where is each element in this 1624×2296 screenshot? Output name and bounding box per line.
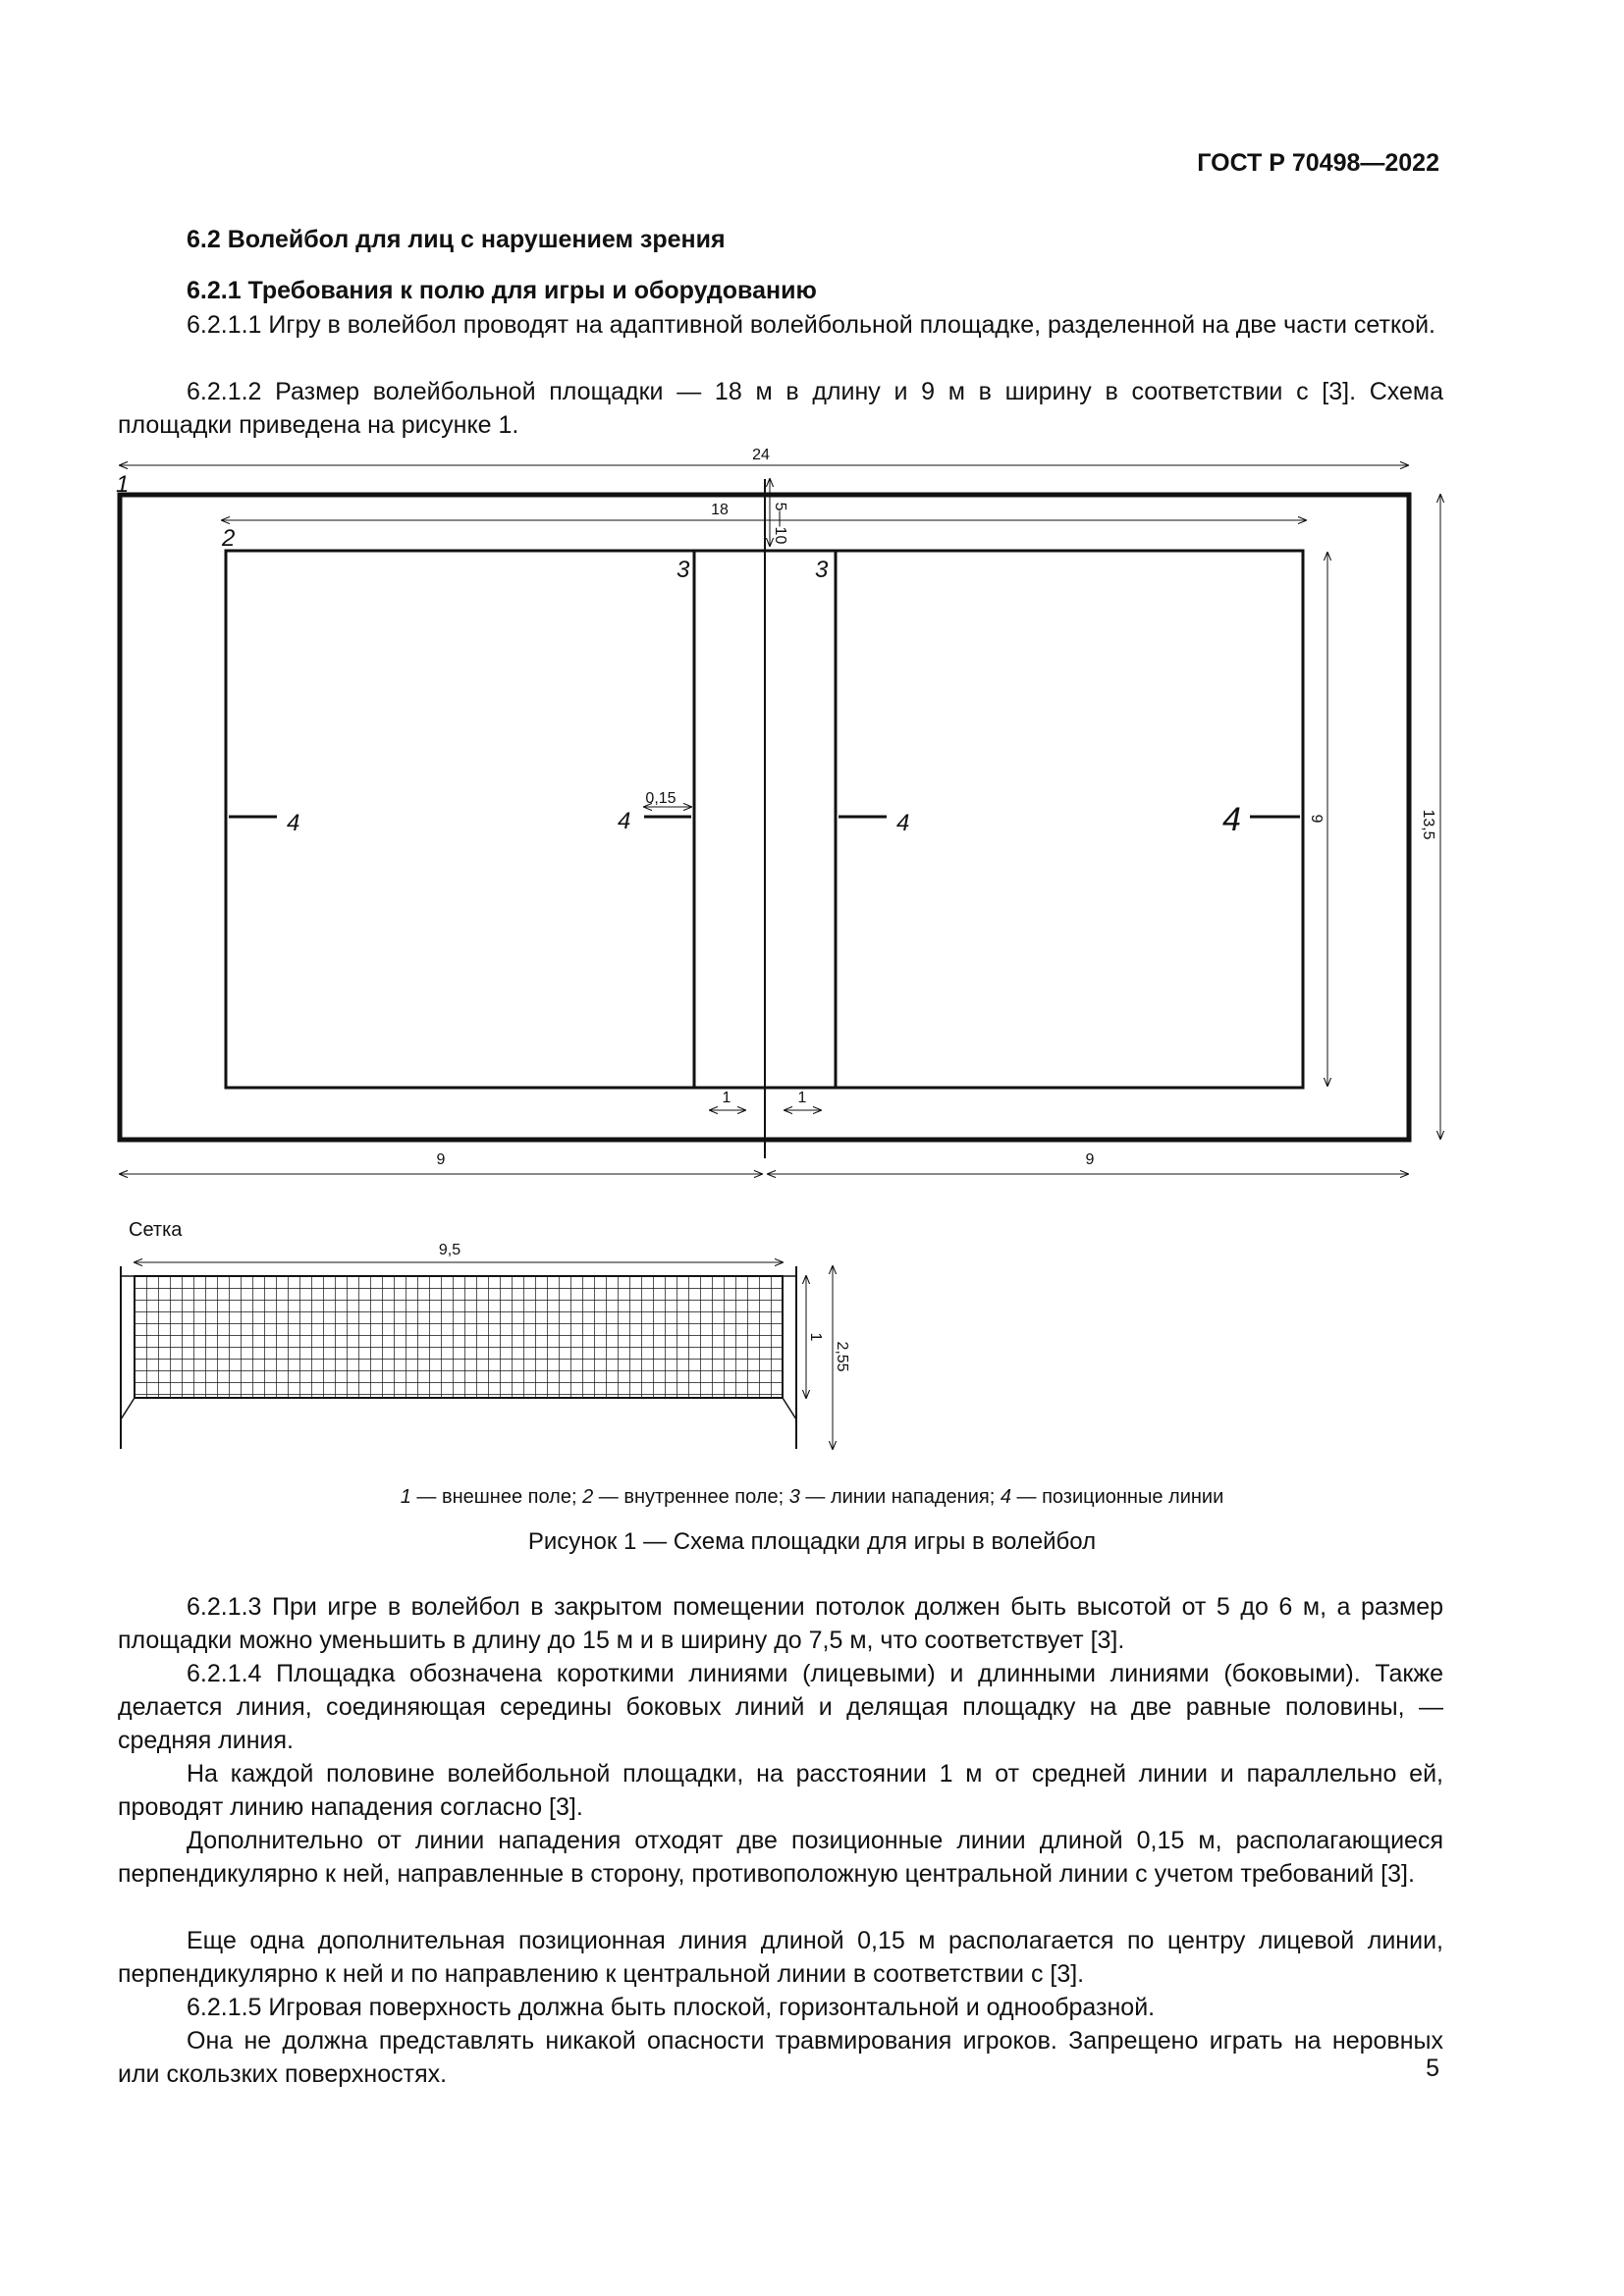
- position-line-label-d: 4: [1222, 801, 1241, 838]
- paragraph-attack-line: На каждой половине волейбольной площадки, на расстоянии 1 м от средней линии и параллельно ей, проводят линию нападения согласно [3].: [118, 1760, 1443, 1821]
- outer-field-label: 1: [116, 471, 130, 498]
- paragraph-6-2-1-3: 6.2.1.3 При игре в волейбол в закрытом помещении потолок должен быть высотой от 5 до 6 м, а размер площадки можно уменьшить в длину до 15 м и в ширину до 7,5 м, что соответствует [3].: [118, 1593, 1443, 1654]
- position-line-length-label: 0,15: [645, 790, 677, 807]
- half-right-label: 9: [1085, 1151, 1095, 1168]
- net-length-label: 9,5: [438, 1242, 461, 1258]
- overall-width-dimension: [1420, 495, 1440, 1139]
- overall-length-label: 24: [752, 447, 770, 463]
- half-left-label: 9: [436, 1151, 446, 1168]
- net-gap-label: 5—10: [772, 502, 788, 545]
- attack-line-label-right: 3: [815, 557, 829, 583]
- paragraph-6-2-1-4: 6.2.1.4 Площадка обозначена короткими линиями (лицевыми) и длинными линиями (боковыми). Также делается линия, соединяющая середины боковых линий и делящая площадку на две равные половины, — средняя линия.: [118, 1660, 1443, 1754]
- net-gap-dimension: [770, 479, 788, 546]
- position-line-label-c: 4: [896, 810, 910, 836]
- attack-line-label-left: 3: [677, 557, 690, 583]
- overall-length-dimension: [120, 447, 1408, 465]
- paragraph-6-2-1-1: 6.2.1.1 Игру в волейбол проводят на адаптивной волейбольной площадке, разделенной на две части сеткой.: [187, 311, 1435, 339]
- net-drawing: [121, 1242, 850, 1449]
- paragraph-6-2-1-2: 6.2.1.2 Размер волейбольной площадки — 18 м в длину и 9 м в ширину в соответствии с [3]. Схема площадки приведена на рисунке 1.: [118, 378, 1443, 439]
- section-title: 6.2 Волейбол для лиц с нарушением зрения: [187, 226, 726, 253]
- paragraph-position-lines: Дополнительно от линии нападения отходят две позиционные линии длиной 0,15 м, располагающиеся перпендикулярно к ней, направленные в сторону, противоположную центральной линии с учетом требований [3].: [118, 1827, 1443, 1888]
- subsection-title: 6.2.1 Требования к полю для игры и оборудованию: [187, 277, 817, 304]
- overall-width-label: 13,5: [1420, 809, 1436, 840]
- paragraph-surface-safety: Она не должна представлять никакой опасности травмирования игроков. Запрещено играть на неровных или скользких поверхностях.: [118, 2027, 1443, 2088]
- court-width-label: 9: [1308, 814, 1325, 824]
- position-line-label-a: 4: [287, 810, 300, 836]
- net-height-label: 1: [807, 1332, 824, 1342]
- figure-legend: 1 — внешнее поле; 2 — внутреннее поле; 3 — линии нападения; 4 — позиционные линии: [400, 1486, 1224, 1508]
- page-number: 5: [1426, 2055, 1439, 2082]
- net-total-height-label: 2,55: [834, 1341, 850, 1372]
- paragraph-6-2-1-5: 6.2.1.5 Игровая поверхность должна быть плоской, горизонтальной и однообразной.: [187, 1994, 1156, 2021]
- net-title: Сетка: [129, 1219, 183, 1241]
- attack-distance-left-label: 1: [722, 1090, 731, 1106]
- paragraph-extra-position-line: Еще одна дополнительная позиционная линия длиной 0,15 м располагается по центру лицевой линии, перпендикулярно к ней и по направлению к центральной линии в соответствии с [3].: [118, 1927, 1443, 1988]
- position-line-label-b: 4: [618, 808, 631, 834]
- court-length-label: 18: [711, 502, 729, 518]
- document-id: ГОСТ Р 70498—2022: [1197, 149, 1439, 177]
- figure-caption: Рисунок 1 — Схема площадки для игры в волейбол: [527, 1528, 1097, 1555]
- court-width-dimension: [1308, 553, 1327, 1086]
- attack-distance-right-label: 1: [797, 1090, 807, 1106]
- inner-field-label: 2: [222, 525, 236, 552]
